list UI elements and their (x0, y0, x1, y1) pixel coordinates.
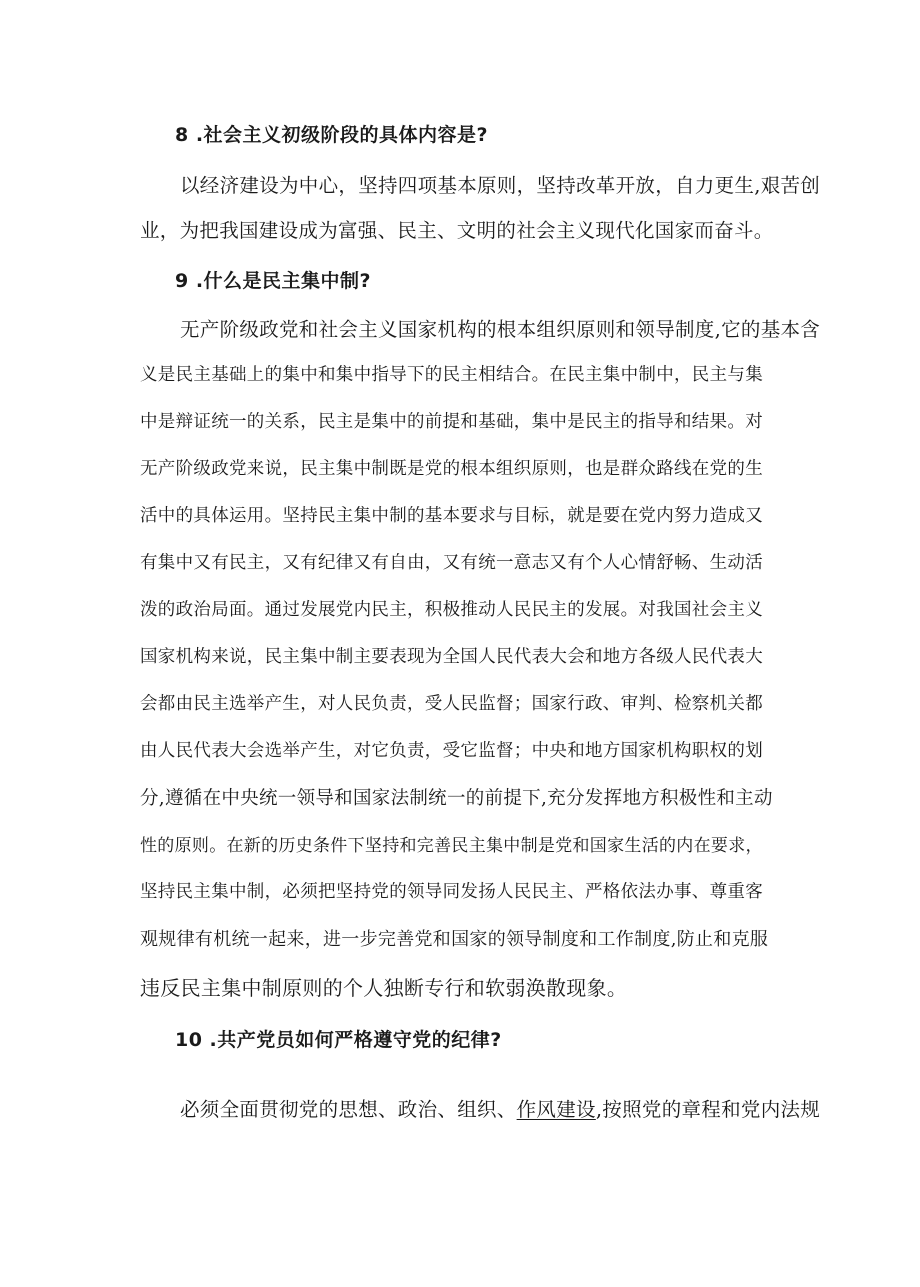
q10-line-1-text-after: ,按照党的章程和党内法规 (595, 1098, 821, 1121)
q9-line-13: 坚持民主集中制，必须把坚持党的领导同发扬人民民主、严格依法办事、尊重客 (140, 882, 763, 902)
q10-line-1 (180, 1094, 820, 1122)
q9-line-6: 有集中又有民主，又有纪律又有自由，又有统一意志又有个人心情舒畅、生动活 (140, 553, 763, 573)
q9-line-11: 分,遵循在中央统一领导和国家法制统一的前提下,充分发挥地方积极性和主动 (140, 788, 773, 809)
q9-line-14: 观规律有机统一起来，进一步完善党和国家的领导制度和工作制度,防止和克服 (140, 929, 769, 950)
q9-line-10: 由人民代表大会选举产生，对它负责，受它监督；中央和地方国家机构职权的划 (140, 741, 763, 761)
underlined-term-link[interactable]: 作风建设 (516, 1098, 596, 1121)
q8-line-2: 业，为把我国建设成为富强、民主、文明的社会主义现代化国家而奋斗。 (140, 219, 774, 242)
q9-line-4: 无产阶级政党来说，民主集中制既是党的根本组织原则，也是群众路线在党的生 (140, 459, 763, 479)
q9-line-1: 无产阶级政党和社会主义国家机构的根本组织原则和领导制度,它的基本含 (180, 318, 821, 341)
q10-line-1-text-before: 必须全面贯彻党的思想、政治、组织、 (180, 1098, 517, 1121)
q9-line-5: 活中的具体运用。坚持民主集中制的基本要求与目标，就是要在党内努力造成又 (140, 506, 763, 526)
q9-line-12: 性的原则。在新的历史条件下坚持和完善民主集中制是党和国家生活的内在要求， (140, 836, 763, 856)
q9-line-2: 义是民主基础上的集中和集中指导下的民主相结合。在民主集中制中，民主与集 (140, 365, 763, 385)
q9-line-9: 会都由民主选举产生，对人民负责，受人民监督；国家行政、审判、检察机关都 (140, 694, 763, 714)
q9-line-7: 泼的政治局面。通过发展党内民主，积极推动人民民主的发展。对我国社会主义 (140, 600, 763, 620)
q9-line-3: 中是辩证统一的关系，民主是集中的前提和基础，集中是民主的指导和结果。对 (140, 412, 763, 432)
question-10-heading: 10 .共产党员如何严格遵守党的纪律? (175, 1029, 502, 1051)
question-9-heading: 9 .什么是民主集中制? (175, 270, 372, 292)
question-8-heading: 8 .社会主义初级阶段的具体内容是? (175, 124, 489, 146)
q9-line-8: 国家机构来说，民主集中制主要表现为全国人民代表大会和地方各级人民代表大 (140, 647, 763, 667)
q8-line-1: 以经济建设为中心，坚持四项基本原则，坚持改革开放，自力更生,艰苦创 (180, 174, 821, 197)
q9-line-15: 违反民主集中制原则的个人独断专行和软弱涣散现象。 (140, 976, 628, 1000)
